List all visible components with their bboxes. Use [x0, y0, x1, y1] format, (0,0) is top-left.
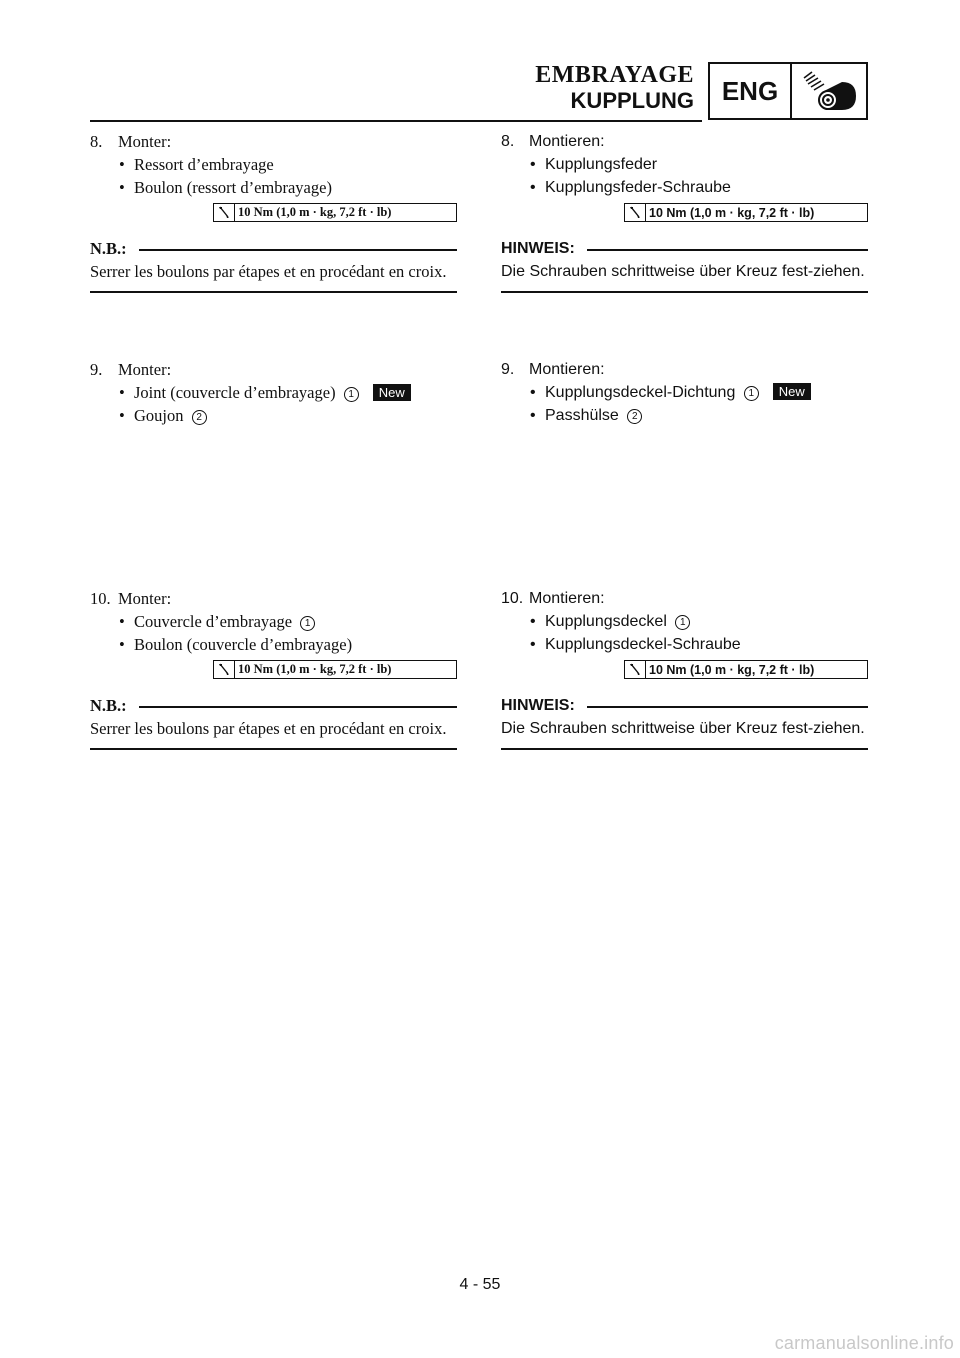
torque-spec: 10 Nm (1,0 m · kg, 7,2 ft · lb): [213, 203, 457, 222]
engine-wrench-icon: [792, 64, 866, 118]
note-header: [90, 237, 457, 260]
header-rule: [90, 120, 702, 122]
ref-number: 2: [192, 410, 207, 425]
de-step-9: [501, 358, 868, 427]
list-item: • Kupplungsdeckel 1: [501, 610, 868, 633]
note-text: Die Schrauben schrittweise über Kreuz fest-ziehen.: [501, 263, 865, 280]
note-label: N.B.:: [90, 239, 127, 258]
note-text: Serrer les boulons par étapes et en procédant en croix.: [90, 719, 447, 738]
torque-spec: 10 Nm (1,0 m · kg, 7,2 ft · lb): [213, 660, 457, 679]
step-heading: 10. Monter:: [90, 589, 172, 608]
step-heading: 10. Montieren:: [501, 590, 605, 607]
note-end-rule: [501, 748, 868, 750]
note-end-rule: [90, 291, 457, 293]
torque-wrench-icon: [625, 661, 646, 678]
note-text: Serrer les boulons par étapes et en procédant en croix.: [90, 262, 447, 281]
de-step-10: [501, 587, 868, 750]
note-label: HINWEIS:: [501, 697, 575, 714]
note-header: [501, 237, 868, 260]
torque-spec: 10 Nm (1,0 m · kg, 7,2 ft · lb): [624, 660, 868, 679]
note-label: HINWEIS:: [501, 240, 575, 257]
list-item: • Passhülse 2: [501, 404, 868, 427]
list-item: • Ressort d’embrayage: [90, 153, 457, 176]
step-heading: 8. Monter:: [90, 132, 172, 151]
ref-number: 2: [627, 409, 642, 424]
fr-step-8: [90, 130, 457, 293]
language-badge: ENG: [710, 64, 792, 118]
new-part-badge: New: [773, 383, 811, 400]
torque-spec: 10 Nm (1,0 m · kg, 7,2 ft · lb): [624, 203, 868, 222]
note-end-rule: [90, 748, 457, 750]
list-item: • Kupplungsdeckel-Schraube: [501, 633, 868, 656]
section-title-de: KUPPLUNG: [570, 88, 694, 113]
list-item: • Joint (couvercle d’embrayage) 1 New: [90, 381, 457, 404]
section-title-fr: EMBRAYAGE: [535, 62, 694, 88]
de-step-8: [501, 130, 868, 293]
list-item: • Kupplungsfeder-Schraube: [501, 176, 868, 199]
torque-wrench-icon: [625, 204, 646, 221]
step-heading: 9. Montieren:: [501, 361, 605, 378]
step-heading: 8. Montieren:: [501, 133, 605, 150]
list-item: • Boulon (ressort d’embrayage): [90, 176, 457, 199]
list-item: • Boulon (couvercle d’embrayage): [90, 633, 457, 656]
note-header: [90, 694, 457, 717]
page-number: 4 - 55: [459, 1276, 501, 1293]
watermark: carmanualsonline.info: [774, 1333, 954, 1353]
section-badge: [708, 62, 868, 120]
list-item: • Couvercle d’embrayage 1: [90, 610, 457, 633]
note-header: [501, 694, 868, 717]
new-part-badge: New: [373, 384, 411, 401]
torque-wrench-icon: [214, 204, 235, 221]
list-item: • Kupplungsfeder: [501, 153, 868, 176]
fr-step-9: [90, 358, 457, 427]
ref-number: 1: [344, 387, 359, 402]
note-end-rule: [501, 291, 868, 293]
fr-step-10: [90, 587, 457, 750]
note-label: N.B.:: [90, 696, 127, 715]
step-heading: 9. Monter:: [90, 360, 172, 379]
ref-number: 1: [675, 615, 690, 630]
note-text: Die Schrauben schrittweise über Kreuz fest-ziehen.: [501, 720, 865, 737]
list-item: • Kupplungsdeckel-Dichtung 1 New: [501, 381, 868, 404]
ref-number: 1: [300, 616, 315, 631]
torque-wrench-icon: [214, 661, 235, 678]
list-item: • Goujon 2: [90, 404, 457, 427]
ref-number: 1: [744, 386, 759, 401]
